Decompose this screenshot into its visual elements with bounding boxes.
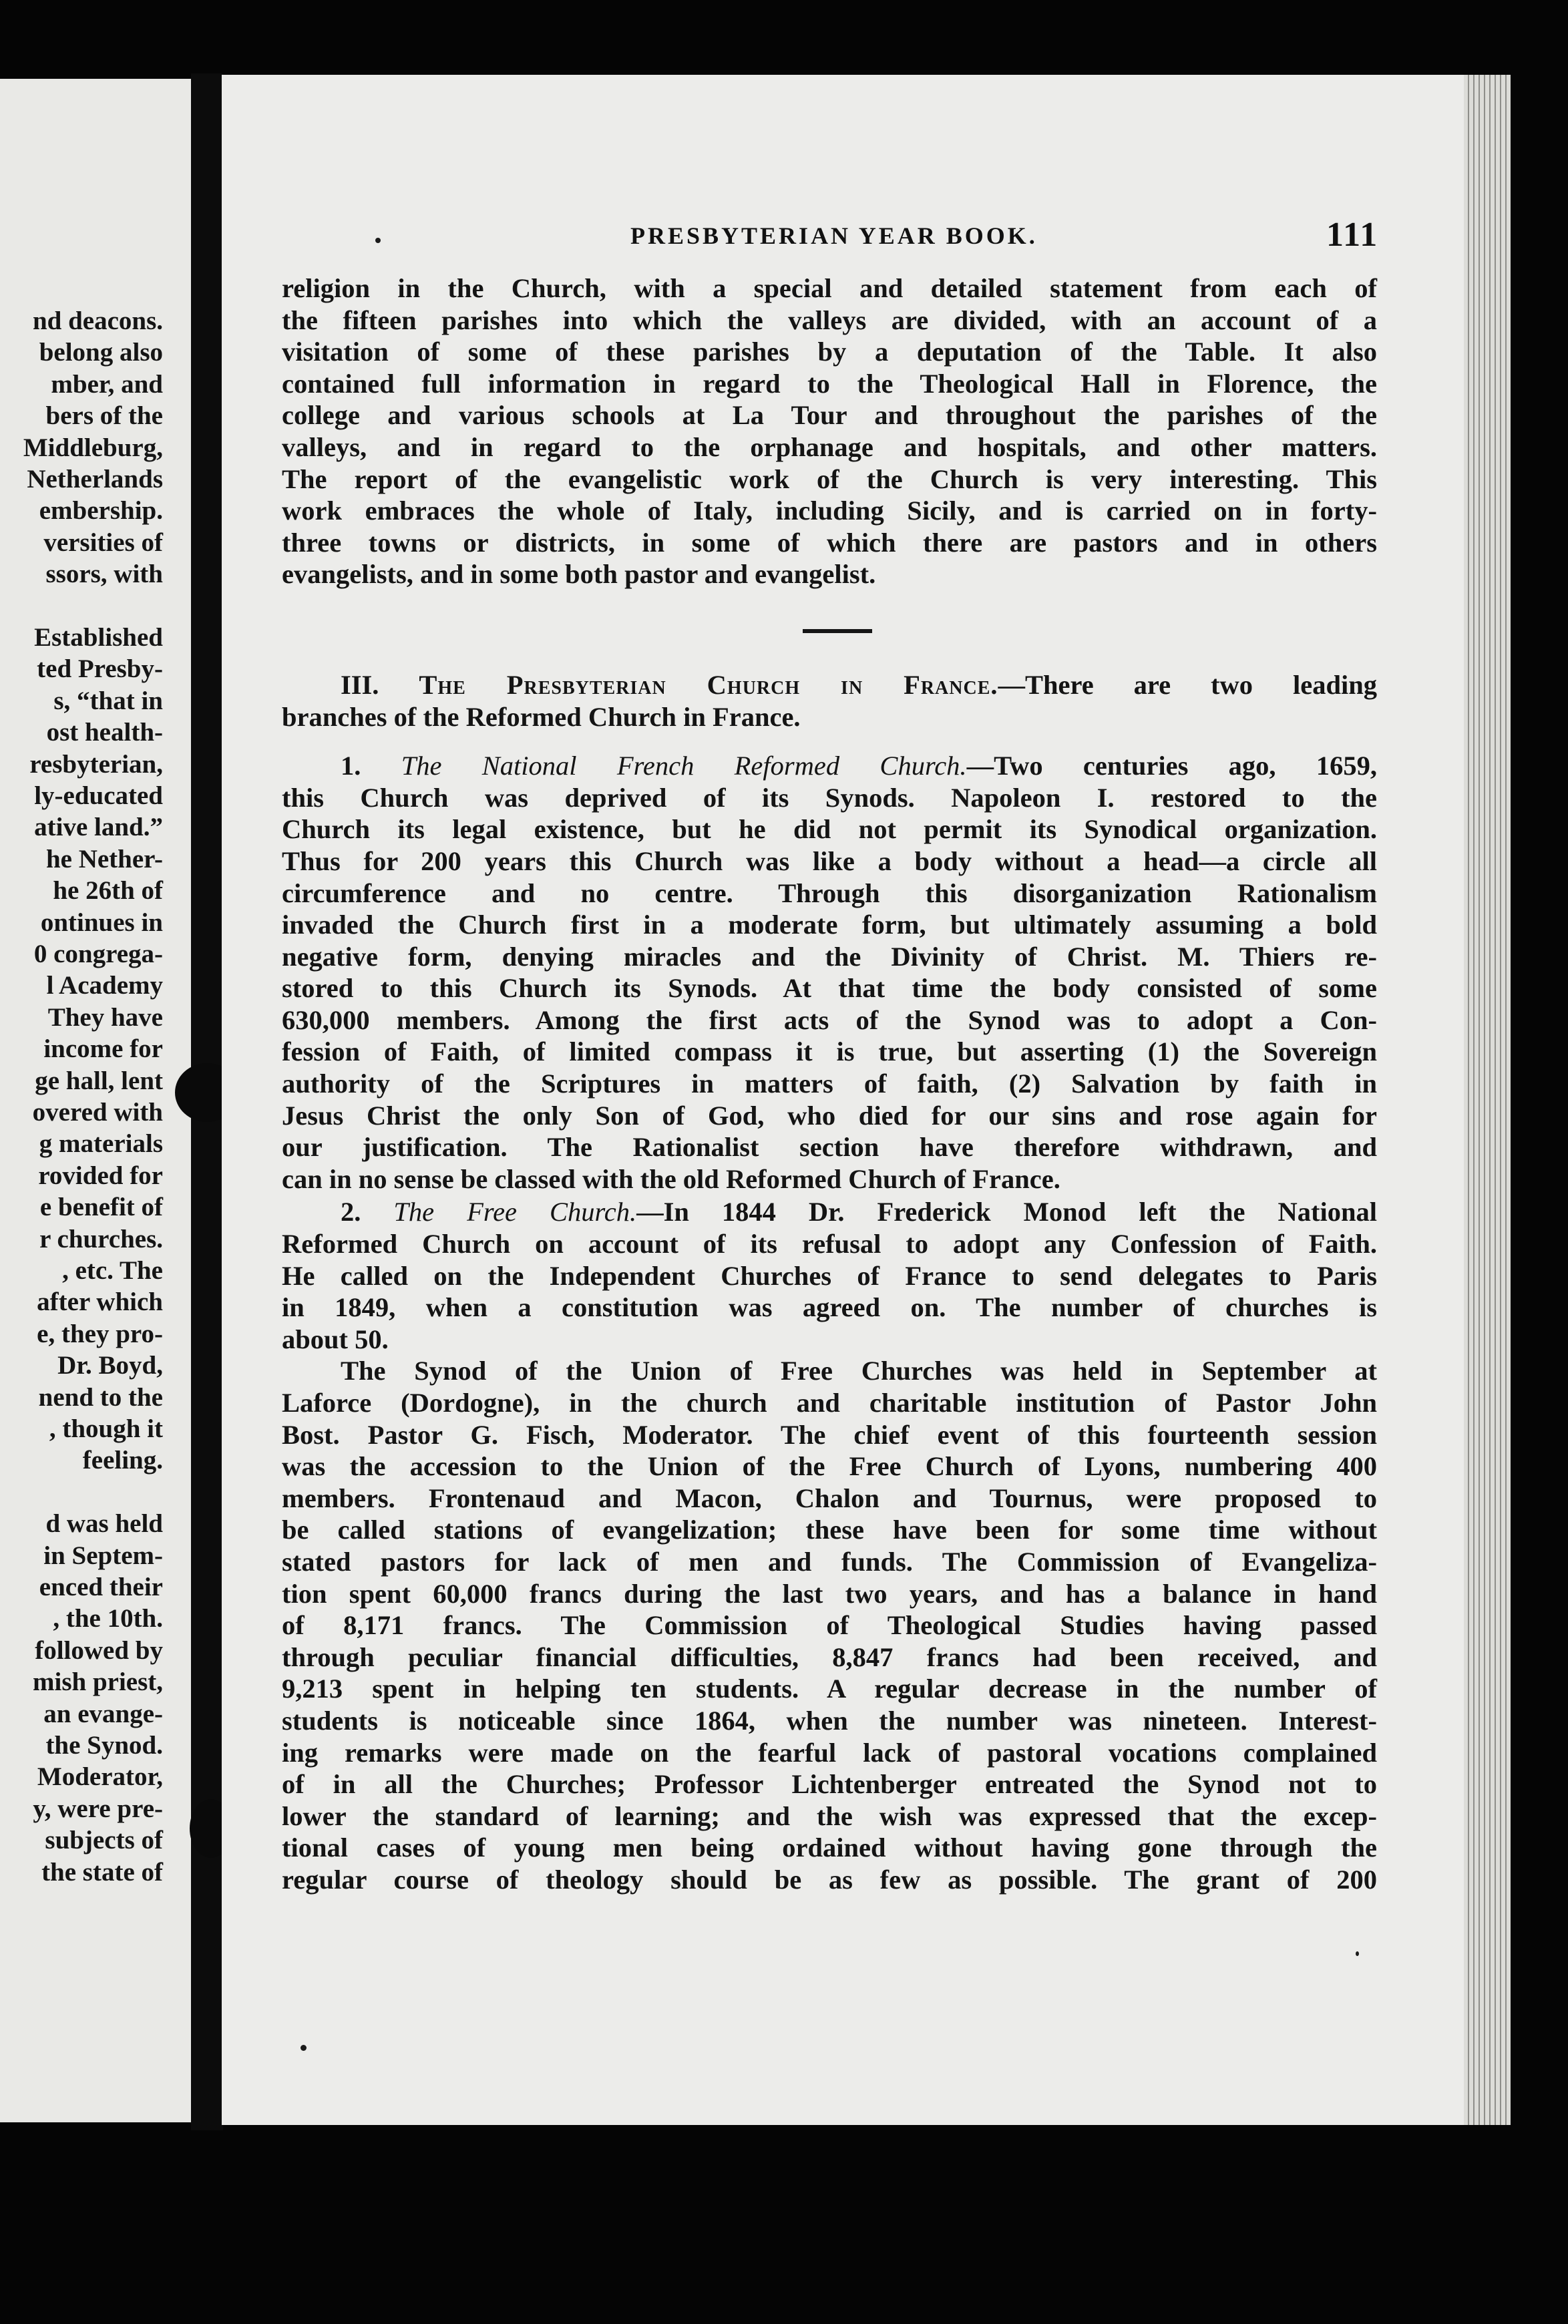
previous-page-line: g materials [39, 1129, 163, 1159]
text-line: was the accession to the Union of the Free Church of Lyons, numbering 400 [282, 1451, 1377, 1482]
section-france [282, 669, 1377, 733]
previous-page-line: mber, and [51, 369, 163, 399]
text-line: authority of the Scriptures in matters of faith, (2) Salvation by faith in [282, 1069, 1377, 1099]
previous-page-line: , though it [49, 1414, 163, 1443]
text-line: invaded the Church first in a moderate form, but ultimately assuming a bold [282, 910, 1377, 940]
item-title: The National French Reformed Church. [401, 751, 967, 781]
previous-page-line: he 26th of [53, 876, 163, 906]
previous-page-line: ative land.” [34, 813, 163, 842]
text-line: stored to this Church its Synods. At that time the body consisted of some [282, 973, 1377, 1004]
previous-page-line: e, they pro- [37, 1319, 163, 1348]
item-number: 2. [341, 1197, 361, 1227]
text-line: fession of Faith, of limited compass it is true, but asserting (1) the Sovereign [282, 1036, 1377, 1067]
text-line: this Church was deprived of its Synods. Napoleon I. restored to the [282, 782, 1377, 813]
section-numeral: III. [341, 669, 379, 700]
paragraph-synod-union [282, 1355, 1377, 1895]
text-line: of in all the Churches; Professor Lichtenberger entreated the Synod not to [282, 1769, 1377, 1800]
previous-page-line: ly-educated [34, 781, 163, 810]
text-line: three towns or districts, in some of which there are pastors and in others [282, 527, 1377, 558]
previous-page-line: followed by [35, 1635, 163, 1665]
text-line: Jesus Christ the only Son of God, who died for our sins and rose again for [282, 1100, 1377, 1131]
previous-page-line: , the 10th. [53, 1604, 163, 1633]
text-line: regular course of theology should be as few as possible. The grant of 200 [282, 1864, 1377, 1895]
text-line: circumference and no centre. Through this disorganization Rationalism [282, 878, 1377, 908]
text-line: stated pastors for lack of men and funds. The Commission of Evangeliza- [282, 1546, 1377, 1577]
divider-rule [803, 629, 872, 633]
text-line: in 1849, when a constitution was agreed on. The number of churches is [282, 1292, 1377, 1323]
text-line: He called on the Independent Churches of France to send delegates to Paris [282, 1260, 1377, 1291]
previous-page-line: d was held [45, 1509, 163, 1539]
text-line: through peculiar financial difficulties, 8,847 francs had been received, and [282, 1641, 1377, 1672]
previous-page-line: the state of [41, 1857, 163, 1887]
previous-page-line: Netherlands [27, 465, 163, 494]
previous-page-line: ted Presby- [37, 654, 163, 684]
text-line: members. Frontenaud and Macon, Chalon and Tournus, were proposed to [282, 1483, 1377, 1513]
text-line: Reformed Church on account of its refusal to adopt any Confession of Faith. [282, 1229, 1377, 1260]
section-heading-line [282, 669, 1377, 701]
text-line: religion in the Church, with a special and detailed statement from each of [282, 273, 1377, 303]
previous-page-line: mish priest, [33, 1668, 163, 1697]
text-line: Thus for 200 years this Church was like a body without a head—a circle all [282, 845, 1377, 876]
previous-page-line: They have [47, 1002, 163, 1032]
text-line: tion spent 60,000 francs during the last two years, and has a balance in hand [282, 1578, 1377, 1609]
previous-page-line: bers of the [45, 401, 163, 431]
previous-page-line: belong also [39, 338, 163, 367]
previous-page-line: , etc. The [62, 1256, 163, 1285]
previous-page-line: subjects of [45, 1826, 163, 1855]
text-line: be called stations of evangelization; these have been for some time without [282, 1515, 1377, 1545]
item-intro-text: —In 1844 Dr. Frederick Monod left the National [636, 1197, 1377, 1227]
item-intro-text: —Two centuries ago, 1659, [966, 751, 1377, 781]
ink-speck [1356, 1951, 1359, 1956]
previous-page-line: in Septem- [43, 1541, 163, 1570]
previous-page-line: versities of [43, 528, 163, 557]
previous-page-line: ssors, with [45, 560, 163, 589]
previous-page-line: rovided for [38, 1161, 163, 1190]
previous-page-line: s, “that in [53, 686, 163, 715]
text-line: The Synod of the Union of Free Churches was held in September at [341, 1356, 1377, 1386]
text-line: college and various schools at La Tour and throughout the parishes of the [282, 400, 1377, 431]
item-title: The Free Church. [393, 1197, 637, 1227]
previous-page-line: r churches. [39, 1224, 163, 1253]
previous-page-line: enced their [39, 1573, 163, 1601]
text-line: students is noticeable since 1864, when the number was nineteen. Interest- [282, 1705, 1377, 1736]
text-line: negative form, denying miracles and the Divinity of Christ. M. Thiers re- [282, 941, 1377, 972]
previous-page-line: l Academy [46, 971, 163, 1000]
previous-page-line: ost health- [46, 718, 163, 747]
text-line: branches of the Reformed Church in France. [282, 701, 801, 732]
previous-page-line: the Synod. [45, 1731, 163, 1760]
text-line: Laforce (Dordogne), in the church and charitable institution of Pastor John [282, 1388, 1377, 1418]
previous-page-line: overed with [32, 1098, 163, 1127]
text-line: about 50. [282, 1324, 389, 1354]
text-line: tional cases of young men being ordained without having gone through the [282, 1832, 1377, 1863]
section-intro-text: —There are two leading [998, 669, 1377, 700]
text-line: the fifteen parishes into which the valleys are divided, with an account of a [282, 305, 1377, 335]
previous-page-line: an evange- [43, 1699, 163, 1728]
ink-speck [375, 238, 381, 243]
previous-page-line: nd deacons. [32, 307, 163, 335]
text-line: lower the standard of learning; and the wish was expressed that the excep- [282, 1800, 1377, 1831]
previous-page-line: he Nether- [45, 844, 163, 874]
previous-page-fragment [0, 79, 200, 2122]
previous-page-line: feeling. [82, 1446, 163, 1475]
text-line: valleys, and in regard to the orphanage and hospitals, and other matters. [282, 431, 1377, 462]
previous-page-line: y, were pre- [33, 1794, 163, 1823]
text-line: 630,000 members. Among the first acts of the Synod was to adopt a Con- [282, 1004, 1377, 1035]
text-line: our justification. The Rationalist section have therefore withdrawn, and [282, 1132, 1377, 1163]
previous-page-line: resbyterian, [29, 749, 163, 779]
text-line: can in no sense be classed with the old Reformed Church of France. [282, 1163, 1060, 1194]
page-header [222, 215, 1464, 255]
previous-page-line: 0 congrega- [33, 940, 163, 968]
text-line: Church its legal existence, but he did not permit its Synodical organization. [282, 814, 1377, 845]
text-line: work embraces the whole of Italy, including Sicily, and is carried on in forty- [282, 496, 1377, 526]
page-number: 111 [1326, 216, 1379, 254]
text-line: evangelists, and in some both pastor and evangelist. [282, 559, 876, 590]
previous-page-line: Moderator, [37, 1762, 163, 1792]
section-divider [282, 590, 1377, 669]
page-body [282, 272, 1377, 1896]
page [222, 75, 1464, 2125]
text-line: ing remarks were made on the fearful lack of pastoral vocations complained [282, 1737, 1377, 1768]
previous-page-line: Established [34, 623, 163, 652]
item-heading-line [282, 750, 1377, 782]
previous-page-line: embership. [39, 496, 163, 526]
text-line: contained full information in regard to the Theological Hall in Florence, the [282, 368, 1377, 399]
running-head: PRESBYTERIAN YEAR BOOK. [630, 222, 1038, 249]
previous-page-line: Dr. Boyd, [57, 1351, 163, 1380]
previous-page-line: e benefit of [39, 1193, 163, 1222]
ink-speck [301, 2045, 307, 2051]
item-free-church [282, 1196, 1377, 1355]
paragraph-waldensian-report [282, 272, 1377, 590]
item-national-reformed-church [282, 750, 1377, 1195]
previous-page-line: ge hall, lent [35, 1066, 163, 1095]
item-heading-line [282, 1196, 1377, 1228]
text-line: Bost. Pastor G. Fisch, Moderator. The chief event of this fourteenth session [282, 1419, 1377, 1450]
previous-page-line: income for [43, 1034, 163, 1064]
text-line: of 8,171 francs. The Commission of Theological Studies having passed [282, 1610, 1377, 1641]
page-edge-stack [1464, 75, 1511, 2125]
previous-page-line: after which [37, 1288, 163, 1317]
text-line: visitation of some of these parishes by a deputation of the Table. It also [282, 337, 1377, 367]
previous-page-line: ontinues in [40, 908, 163, 937]
section-heading: The Presbyterian Church in France. [419, 669, 998, 700]
previous-page-line: nend to the [38, 1382, 163, 1412]
item-number: 1. [341, 751, 361, 781]
previous-page-line: Middleburg, [23, 433, 163, 462]
text-line: 9,213 spent in helping ten students. A regular decrease in the number of [282, 1674, 1377, 1704]
text-line: The report of the evangelistic work of the Church is very interesting. This [282, 463, 1377, 494]
